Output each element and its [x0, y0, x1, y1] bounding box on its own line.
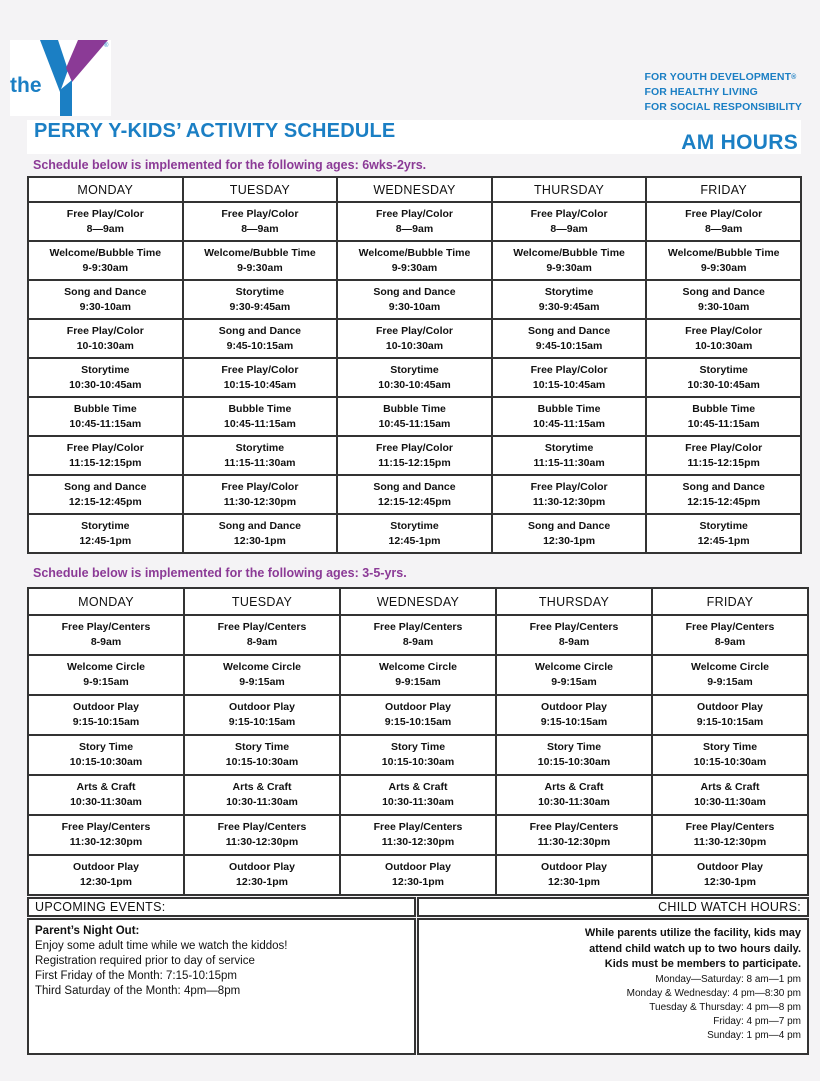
- activity-name: Storytime: [81, 363, 130, 376]
- table-row: [28, 241, 801, 280]
- activity-name: Free Play/Color: [66, 324, 144, 337]
- activity-name: Arts & Craft: [544, 781, 604, 793]
- activity-time: 12:45-1pm: [388, 534, 441, 547]
- activity-name: Song and Dance: [218, 519, 302, 532]
- activity-time: 9-9:15am: [239, 676, 285, 688]
- schedule-cell: [183, 358, 338, 397]
- activity-time: 9:15-10:15am: [72, 716, 140, 728]
- activity-name: Welcome Circle: [378, 661, 457, 673]
- schedule-cell: [337, 436, 492, 475]
- activity-name: Song and Dance: [682, 480, 765, 493]
- day-header-monday: MONDAY: [28, 588, 184, 615]
- child-watch-header: CHILD WATCH HOURS:: [417, 897, 809, 917]
- schedule-cell: [652, 775, 808, 815]
- schedule-cell: [646, 280, 801, 319]
- table-row: [28, 319, 801, 358]
- schedule-cell: [337, 358, 492, 397]
- activity-name: Story Time: [234, 741, 290, 753]
- activity-name: Arts & Craft: [388, 781, 448, 793]
- schedule-cell: [28, 695, 184, 735]
- event-line: First Friday of the Month: 7:15-10:15pm: [35, 970, 237, 982]
- activity-time: 10:45-11:15am: [69, 417, 142, 430]
- day-header-tuesday: TUESDAY: [183, 177, 338, 202]
- activity-name: Free Play/Centers: [61, 621, 151, 633]
- activity-name: Arts & Craft: [76, 781, 136, 793]
- activity-name: Bubble Time: [383, 402, 446, 415]
- day-header-monday: MONDAY: [28, 177, 183, 202]
- activity-time: 10-10:30am: [695, 339, 753, 352]
- activity-time: 9:30-9:45am: [538, 300, 600, 313]
- event-line: Enjoy some adult time while we watch the kiddos!: [35, 940, 288, 952]
- schedule-cell: [496, 775, 652, 815]
- activity-time: 10:30-11:30am: [694, 796, 766, 808]
- schedule-cell: [183, 319, 338, 358]
- activity-name: Welcome/Bubble Time: [358, 246, 471, 259]
- activity-name: Story Time: [546, 741, 602, 753]
- activity-time: 12:15-12:45pm: [378, 495, 451, 508]
- activity-time: 11:30-12:30pm: [537, 836, 611, 848]
- activity-name: Free Play/Color: [66, 207, 144, 220]
- schedule-cell: [492, 514, 647, 553]
- activity-name: Storytime: [699, 363, 748, 376]
- schedule-cell: [183, 280, 338, 319]
- child-watch-hours: Tuesday & Thursday: 4 pm—8 pm: [649, 1001, 801, 1013]
- activity-name: Song and Dance: [218, 324, 302, 337]
- activity-name: Story Time: [702, 741, 758, 753]
- activity-name: Arts & Craft: [700, 781, 760, 793]
- schedule-cell: [28, 775, 184, 815]
- activity-name: Free Play/Centers: [529, 621, 619, 633]
- activity-time: 8—9am: [395, 222, 434, 235]
- schedule-cell: [184, 815, 340, 855]
- activity-time: 8-9am: [402, 636, 434, 648]
- activity-name: Free Play/Color: [375, 324, 453, 337]
- activity-name: Welcome Circle: [534, 661, 613, 673]
- schedule-cell: [496, 655, 652, 695]
- activity-time: 10:15-10:30am: [537, 756, 611, 768]
- child-watch-intro: While parents utilize the facility, kids may: [584, 927, 801, 939]
- activity-time: 12:30-1pm: [704, 876, 756, 888]
- activity-name: Welcome/Bubble Time: [667, 246, 780, 259]
- schedule-cell: [183, 397, 338, 436]
- tagline-social: FOR SOCIAL RESPONSIBILITY: [644, 101, 802, 113]
- schedule-cell: [646, 514, 801, 553]
- schedule-cell: [337, 475, 492, 514]
- activity-name: Outdoor Play: [697, 861, 763, 873]
- activity-name: Bubble Time: [73, 402, 137, 415]
- schedule-cell: [496, 815, 652, 855]
- activity-time: 8—9am: [241, 222, 279, 235]
- hours-label: AM HOURS: [681, 131, 798, 154]
- activity-time: 10:15-10:45am: [532, 378, 606, 391]
- day-header-wednesday: WEDNESDAY: [340, 588, 496, 615]
- activity-name: Song and Dance: [373, 480, 456, 493]
- activity-time: 8-9am: [558, 636, 590, 648]
- activity-name: Storytime: [235, 285, 285, 298]
- activity-name: Free Play/Centers: [373, 621, 463, 633]
- day-header-friday: FRIDAY: [646, 177, 801, 202]
- schedule-cell: [28, 655, 184, 695]
- schedule-cell: [340, 655, 496, 695]
- schedule-cell: [652, 655, 808, 695]
- activity-name: Outdoor Play: [229, 701, 295, 713]
- table-row: [28, 775, 808, 815]
- activity-name: Free Play/Centers: [685, 621, 775, 633]
- activity-time: 10:15-10:30am: [69, 756, 143, 768]
- schedule-cell: [337, 514, 492, 553]
- activity-name: Outdoor Play: [73, 701, 139, 713]
- activity-name: Free Play/Centers: [373, 821, 463, 833]
- child-watch-box: [417, 918, 809, 1055]
- activity-time: 8—9am: [86, 222, 124, 235]
- activity-name: Free Play/Color: [530, 363, 608, 376]
- activity-time: 8—9am: [705, 222, 743, 235]
- schedule-cell: [337, 280, 492, 319]
- activity-time: 12:15-12:45pm: [68, 495, 142, 508]
- tagline-healthy: FOR HEALTHY LIVING: [644, 86, 758, 98]
- schedule-table-infants: [27, 176, 802, 554]
- activity-time: 9-9:30am: [391, 261, 438, 274]
- logo-reg-mark: ®: [104, 43, 109, 49]
- schedule-cell: [337, 319, 492, 358]
- child-watch-intro: attend child watch up to two hours daily.: [589, 942, 801, 955]
- table-row: [28, 655, 808, 695]
- table-row: [28, 202, 801, 241]
- schedule-cell: [28, 815, 184, 855]
- activity-time: 10:30-10:45am: [378, 378, 451, 391]
- activity-name: Bubble Time: [537, 402, 601, 415]
- day-header-thursday: THURSDAY: [496, 588, 652, 615]
- schedule-cell: [28, 615, 184, 655]
- table-row: [28, 475, 801, 514]
- activity-name: Free Play/Centers: [61, 821, 151, 833]
- section2-subtitle: Schedule below is implemented for the following ages: 3-5-yrs.: [33, 566, 407, 580]
- activity-name: Free Play/Centers: [529, 821, 619, 833]
- table-row: [28, 397, 801, 436]
- activity-time: 11:15-12:15pm: [378, 456, 451, 469]
- activity-time: 12:30-1pm: [236, 876, 288, 888]
- day-header-thursday: THURSDAY: [492, 177, 647, 202]
- taglines: [645, 70, 803, 115]
- schedule-cell: [340, 815, 496, 855]
- schedule-cell: [28, 397, 183, 436]
- activity-name: Song and Dance: [64, 480, 147, 493]
- activity-time: 11:15-12:15pm: [69, 456, 142, 469]
- schedule-cell: [340, 775, 496, 815]
- schedule-cell: [646, 436, 801, 475]
- schedule-cell: [492, 397, 647, 436]
- event-line: Third Saturday of the Month: 4pm—8pm: [35, 985, 241, 997]
- activity-time: 9:15-10:15am: [384, 716, 452, 728]
- schedule-cell: [652, 815, 808, 855]
- activity-time: 10:30-10:45am: [69, 378, 142, 391]
- activity-time: 9:30-10am: [388, 300, 441, 313]
- activity-time: 9:15-10:15am: [696, 716, 764, 728]
- activity-time: 12:30-1pm: [548, 876, 600, 888]
- activity-time: 10-10:30am: [76, 339, 134, 352]
- activity-name: Outdoor Play: [697, 701, 763, 713]
- activity-time: 8-9am: [90, 636, 122, 648]
- schedule-cell: [646, 358, 801, 397]
- activity-time: 10:30-11:30am: [382, 796, 454, 808]
- activity-time: 11:30-12:30pm: [225, 836, 299, 848]
- schedule-cell: [646, 319, 801, 358]
- activity-name: Welcome/Bubble Time: [49, 246, 162, 259]
- schedule-cell: [337, 241, 492, 280]
- activity-name: Free Play/Color: [221, 207, 299, 220]
- schedule-cell: [337, 397, 492, 436]
- activity-name: Free Play/Centers: [685, 821, 775, 833]
- activity-time: 10:45-11:15am: [378, 417, 451, 430]
- activity-name: Free Play/Color: [685, 324, 763, 337]
- activity-time: 11:30-12:30pm: [223, 495, 297, 508]
- schedule-cell: [28, 241, 183, 280]
- schedule-cell: [28, 475, 183, 514]
- activity-name: Welcome Circle: [690, 661, 769, 673]
- child-watch-hours: Sunday: 1 pm—4 pm: [707, 1029, 801, 1041]
- child-watch-intro: Kids must be members to participate.: [604, 958, 801, 970]
- schedule-cell: [183, 241, 338, 280]
- logo-ymca-text: YMCA: [77, 90, 92, 109]
- table-row: [28, 855, 808, 895]
- schedule-cell: [646, 397, 801, 436]
- activity-time: 8-9am: [714, 636, 746, 648]
- activity-time: 10:30-11:30am: [70, 796, 142, 808]
- schedule-cell: [492, 280, 647, 319]
- activity-time: 8—9am: [550, 222, 588, 235]
- schedule-cell: [28, 735, 184, 775]
- schedule-cell: [337, 202, 492, 241]
- schedule-cell: [492, 358, 647, 397]
- schedule-cell: [340, 735, 496, 775]
- activity-time: 11:15-12:15pm: [687, 456, 760, 469]
- schedule-cell: [184, 655, 340, 695]
- upcoming-events-header: UPCOMING EVENTS:: [27, 897, 416, 917]
- schedule-cell: [184, 615, 340, 655]
- activity-time: 9-9:30am: [237, 261, 283, 274]
- section1-subtitle: Schedule below is implemented for the following ages: 6wks-2yrs.: [33, 158, 427, 172]
- event-line: Registration required prior to day of service: [35, 955, 255, 967]
- table-row: [28, 735, 808, 775]
- schedule-cell: [496, 855, 652, 895]
- page-title: PERRY Y-KIDS’ ACTIVITY SCHEDULE: [34, 120, 396, 142]
- activity-time: 11:30-12:30pm: [532, 495, 606, 508]
- activity-name: Free Play/Centers: [217, 821, 307, 833]
- activity-name: Story Time: [390, 741, 446, 753]
- activity-time: 10:45-11:15am: [687, 417, 760, 430]
- day-header-tuesday: TUESDAY: [184, 588, 340, 615]
- activity-time: 11:15-11:30am: [224, 456, 296, 469]
- schedule-cell: [340, 855, 496, 895]
- activity-name: Free Play/Color: [221, 480, 299, 493]
- schedule-cell: [28, 514, 183, 553]
- day-header-friday: FRIDAY: [652, 588, 808, 615]
- child-watch-hours: Friday: 4 pm—7 pm: [713, 1015, 801, 1027]
- activity-time: 9-9:15am: [551, 676, 597, 688]
- activity-time: 9:15-10:15am: [540, 716, 608, 728]
- activity-name: Storytime: [235, 441, 285, 454]
- activity-time: 9-9:15am: [83, 676, 129, 688]
- activity-name: Outdoor Play: [541, 861, 607, 873]
- activity-name: Free Play/Color: [530, 207, 608, 220]
- activity-time: 10:15-10:30am: [381, 756, 455, 768]
- activity-name: Outdoor Play: [385, 701, 451, 713]
- schedule-cell: [183, 475, 338, 514]
- child-watch-hours: Monday & Wednesday: 4 pm—8:30 pm: [626, 987, 801, 999]
- activity-time: 10:15-10:30am: [693, 756, 767, 768]
- activity-time: 10-10:30am: [385, 339, 444, 352]
- activity-time: 12:30-1pm: [392, 876, 444, 888]
- activity-time: 12:30-1pm: [233, 534, 286, 547]
- schedule-cell: [652, 695, 808, 735]
- activity-time: 9:15-10:15am: [228, 716, 296, 728]
- event-title: Parent’s Night Out:: [35, 925, 140, 937]
- activity-time: 9:45-10:15am: [535, 339, 603, 352]
- activity-time: 10:45-11:15am: [533, 417, 605, 430]
- activity-name: Outdoor Play: [385, 861, 451, 873]
- schedule-cell: [28, 436, 183, 475]
- activity-name: Free Play/Color: [375, 441, 453, 454]
- schedule-cell: [184, 735, 340, 775]
- schedule-cell: [492, 475, 647, 514]
- schedule-cell: [492, 241, 647, 280]
- activity-name: Storytime: [544, 441, 594, 454]
- activity-name: Storytime: [81, 519, 130, 532]
- schedule-cell: [28, 202, 183, 241]
- activity-time: 9-9:30am: [546, 261, 592, 274]
- activity-name: Story Time: [78, 741, 134, 753]
- activity-time: 10:30-11:30am: [226, 796, 298, 808]
- activity-time: 10:15-10:30am: [225, 756, 299, 768]
- activity-time: 12:30-1pm: [543, 534, 596, 547]
- activity-name: Arts & Craft: [232, 781, 292, 793]
- activity-time: 12:45-1pm: [697, 534, 750, 547]
- activity-name: Welcome/Bubble Time: [204, 246, 316, 259]
- activity-time: 10:45-11:15am: [223, 417, 296, 430]
- schedule-cell: [646, 202, 801, 241]
- day-header-wednesday: WEDNESDAY: [337, 177, 492, 202]
- schedule-cell: [652, 855, 808, 895]
- schedule-table-preschool: [27, 587, 809, 896]
- activity-name: Free Play/Color: [685, 207, 763, 220]
- schedule-cell: [496, 695, 652, 735]
- activity-name: Song and Dance: [64, 285, 147, 298]
- activity-time: 11:30-12:30pm: [381, 836, 455, 848]
- activity-time: 11:30-12:30pm: [69, 836, 143, 848]
- schedule-cell: [496, 615, 652, 655]
- schedule-cell: [183, 202, 338, 241]
- activity-name: Song and Dance: [527, 324, 611, 337]
- activity-time: 8-9am: [246, 636, 278, 648]
- activity-time: 9-9:15am: [395, 676, 441, 688]
- activity-name: Free Play/Color: [66, 441, 144, 454]
- schedule-cell: [28, 280, 183, 319]
- schedule-cell: [492, 436, 647, 475]
- activity-time: 12:45-1pm: [79, 534, 132, 547]
- table-row: [28, 514, 801, 553]
- ymca-logo: [10, 40, 111, 116]
- activity-time: 9:30-10am: [79, 300, 131, 313]
- tagline-youth: FOR YOUTH DEVELOPMENT®: [644, 71, 797, 83]
- schedule-cell: [28, 358, 183, 397]
- table-row: [28, 436, 801, 475]
- table-row: [28, 615, 808, 655]
- upcoming-events-box: [27, 918, 416, 1055]
- activity-time: 10:30-11:30am: [538, 796, 610, 808]
- activity-name: Storytime: [699, 519, 748, 532]
- activity-time: 9:30-9:45am: [229, 300, 291, 313]
- schedule-cell: [492, 202, 647, 241]
- activity-name: Outdoor Play: [541, 701, 607, 713]
- activity-time: 10:15-10:45am: [223, 378, 297, 391]
- table-row: [28, 815, 808, 855]
- table-row: [28, 280, 801, 319]
- schedule-cell: [652, 615, 808, 655]
- schedule-cell: [183, 514, 338, 553]
- activity-name: Free Play/Color: [375, 207, 453, 220]
- activity-name: Storytime: [544, 285, 594, 298]
- activity-time: 11:15-11:30am: [533, 456, 605, 469]
- activity-name: Free Play/Color: [685, 441, 763, 454]
- activity-name: Song and Dance: [682, 285, 765, 298]
- schedule-cell: [183, 436, 338, 475]
- activity-name: Bubble Time: [228, 402, 292, 415]
- activity-name: Bubble Time: [692, 402, 756, 415]
- schedule-cell: [184, 855, 340, 895]
- activity-time: 9-9:30am: [700, 261, 747, 274]
- activity-name: Free Play/Color: [221, 363, 299, 376]
- activity-time: 12:15-12:45pm: [687, 495, 761, 508]
- table-row: [28, 695, 808, 735]
- activity-name: Song and Dance: [527, 519, 611, 532]
- activity-time: 9:45-10:15am: [226, 339, 294, 352]
- activity-time: 12:30-1pm: [80, 876, 132, 888]
- activity-name: Storytime: [390, 363, 439, 376]
- activity-time: 9-9:30am: [82, 261, 129, 274]
- activity-name: Outdoor Play: [229, 861, 295, 873]
- activity-name: Storytime: [390, 519, 439, 532]
- activity-name: Free Play/Color: [530, 480, 608, 493]
- activity-time: 11:30-12:30pm: [693, 836, 767, 848]
- schedule-cell: [652, 735, 808, 775]
- activity-time: 10:30-10:45am: [687, 378, 760, 391]
- activity-name: Welcome Circle: [222, 661, 301, 673]
- schedule-cell: [184, 775, 340, 815]
- activity-name: Welcome Circle: [66, 661, 145, 673]
- schedule-cell: [184, 695, 340, 735]
- activity-time: 9-9:15am: [707, 676, 753, 688]
- schedule-cell: [646, 241, 801, 280]
- child-watch-hours: Monday—Saturday: 8 am—1 pm: [655, 973, 801, 985]
- activity-name: Free Play/Centers: [217, 621, 307, 633]
- schedule-cell: [28, 855, 184, 895]
- activity-name: Song and Dance: [373, 285, 456, 298]
- activity-time: 9:30-10am: [698, 300, 750, 313]
- logo-the-text: the: [10, 74, 42, 97]
- table-row: [28, 358, 801, 397]
- activity-name: Outdoor Play: [73, 861, 139, 873]
- schedule-cell: [340, 615, 496, 655]
- schedule-cell: [646, 475, 801, 514]
- schedule-cell: [496, 735, 652, 775]
- schedule-cell: [492, 319, 647, 358]
- activity-name: Welcome/Bubble Time: [513, 246, 625, 259]
- schedule-cell: [28, 319, 183, 358]
- schedule-cell: [340, 695, 496, 735]
